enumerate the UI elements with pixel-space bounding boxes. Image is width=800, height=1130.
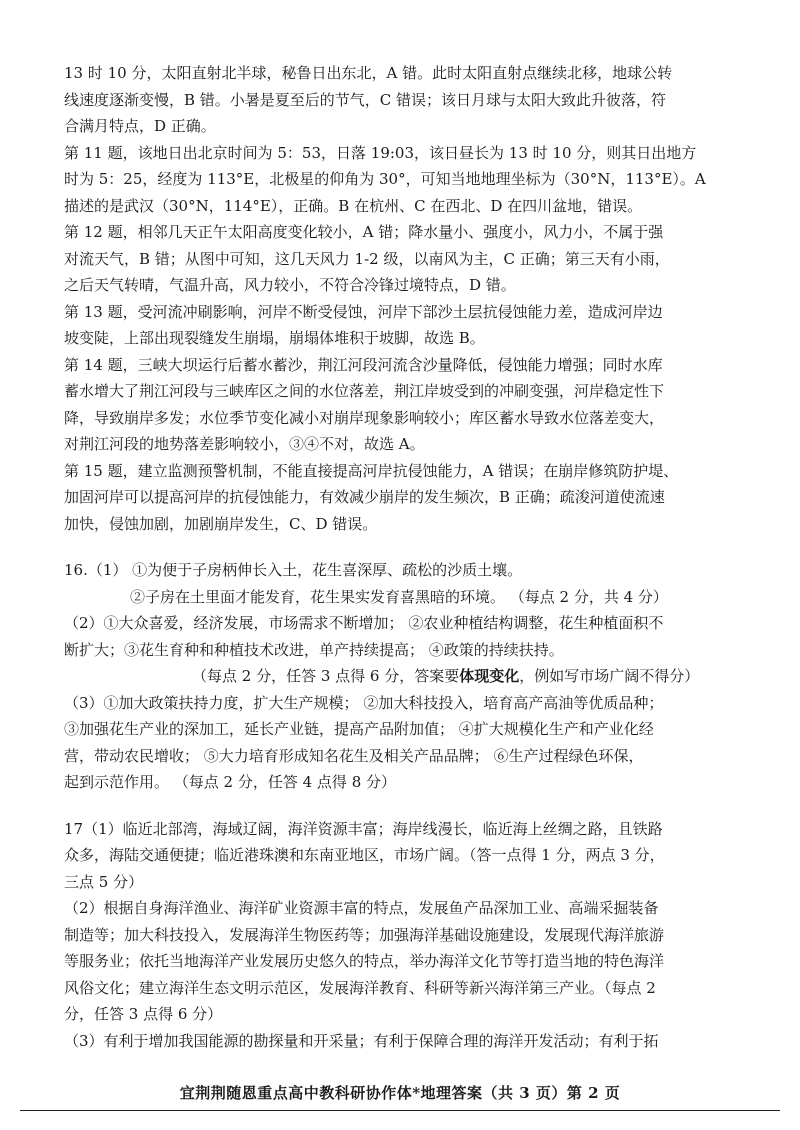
text-line: 风俗文化；建立海洋生态文明示范区，发展海洋教育、科研等新兴海洋第三产业。（每点 2 bbox=[64, 978, 656, 997]
footer-divider bbox=[20, 1110, 780, 1111]
text-line: 坡变陡，上部出现裂缝发生崩塌，崩塌体堆积于坡脚，故选 B。 bbox=[64, 329, 485, 347]
text-line: 蓄水增大了荆江河段与三峡库区之间的水位落差，荆江岸坡受到的冲刷变强，河岸稳定性下 bbox=[64, 382, 665, 400]
text-line: 第 13 题，受河流冲刷影响，河岸不断受侵蚀，河岸下部沙土层抗侵蚀能力差，造成河岸边 bbox=[64, 302, 663, 321]
text-line: ②子房在土里面才能发育，花生果实发育喜黑暗的环境。 （每点 2 分，共 4 分） bbox=[130, 587, 668, 606]
text-line: 制造等；加大科技投入，发展海洋生物医药等；加强海洋基础设施建设，发展现代海洋旅游 bbox=[64, 925, 665, 944]
question-16-answer bbox=[64, 557, 744, 796]
text-line: 第 14 题，三峡大坝运行后蓄水蓄沙，荆江河段河流含沙量降低，侵蚀能力增强；同时水库 bbox=[64, 355, 663, 374]
text-line: 等服务业；依托当地海洋产业发展历史悠久的特点，举办海洋文化节等打造当地的特色海洋 bbox=[64, 952, 665, 970]
text-line: 时为 5：25，经度为 113°E，北极星的仰角为 30°，可知当地地理坐标为（30°N，113°E）。A bbox=[64, 170, 706, 188]
text-line: 分，任答 3 点得 6 分） bbox=[64, 1005, 223, 1023]
text-line: 三点 5 分） bbox=[64, 872, 144, 891]
text-line: 线速度逐渐变慢，B 错。小暑是夏至后的节气，C 错误；该日月球与太阳大致此升彼落，符 bbox=[64, 90, 667, 109]
scoring-note-emphasis: 体现变化 bbox=[459, 667, 520, 685]
text-line: （3）有利于增加我国能源的勘探量和开采量；有利于保障合理的海洋开发活动；有利于拓 bbox=[64, 1031, 659, 1050]
text-line: 营，带动农民增收； ⑤大力培育形成知名花生及相关产品品牌； ⑥生产过程绿色环保， bbox=[64, 746, 644, 765]
text-line: 加固河岸可以提高河岸的抗侵蚀能力，有效减少崩岸的发生频次，B 正确；疏浚河道使流速 bbox=[64, 488, 665, 506]
text-line: 16.（1） ①为便于子房柄伸长入土，花生喜深厚、疏松的沙质土壤。 bbox=[64, 561, 523, 579]
text-line: （3）①加大政策扶持力度，扩大生产规模； ②加大科技投入，培育高产高油等优质品种； bbox=[64, 693, 664, 712]
text-line: ③加强花生产业的深加工，延长产业链，提高产品附加值； ④扩大规模化生产和产业化经 bbox=[64, 720, 654, 738]
text-line: 对流天气，B 错；从图中可知，这几天风力 1-2 级，以南风为主，C 正确；第三天有小雨， bbox=[64, 249, 670, 268]
text-line: 13 时 10 分，太阳直射北半球，秘鲁日出东北，A 错。此时太阳直射点继续北移，地球公转 bbox=[64, 64, 673, 82]
text-line: 对荆江河段的地势落差影响较小，③④不对，故选 A。 bbox=[64, 435, 425, 453]
scoring-note-pre: （每点 2 分，任答 3 点得 6 分，答案要 bbox=[192, 667, 460, 685]
scoring-note-post: ，例如写市场广阔不得分） bbox=[519, 667, 700, 685]
text-line: 断扩大；③花生育种和种植技术改进，单产持续提高； ④政策的持续扶持。 bbox=[64, 640, 564, 659]
text-line: 17（1）临近北部湾，海域辽阔，海洋资源丰富；海岸线漫长，临近海上丝绸之路，且铁路 bbox=[64, 819, 663, 838]
text-line: 众多，海陆交通便捷；临近港珠澳和东南亚地区，市场广阔。（答一点得 1 分，两点 3 分， bbox=[64, 846, 665, 864]
text-line: 第 12 题，相邻几天正午太阳高度变化较小，A 错；降水量小、强度小，风力小，不属于强 bbox=[64, 223, 664, 241]
text-line: 起到示范作用。 （每点 2 分，任答 4 点得 8 分） bbox=[64, 773, 397, 791]
page-footer: 宜荆荆随恩重点高中教科研协作体*地理答案（共 3 页）第 2 页 bbox=[179, 1084, 621, 1102]
text-line: （2）①大众喜爱，经济发展，市场需求不断增加； ②农业种植结构调整，花生种植面积不 bbox=[64, 614, 664, 632]
question-17-answer bbox=[64, 816, 744, 1055]
text-line: 合满月特点，D 正确。 bbox=[64, 117, 216, 135]
text-line: 之后天气转晴，气温升高，风力较小，不符合冷锋过境特点，D 错。 bbox=[64, 276, 516, 294]
text-line: 描述的是武汉（30°N，114°E），正确。B 在杭州、C 在西北、D 在四川盆地，错误。 bbox=[64, 196, 643, 215]
scoring-note bbox=[64, 663, 744, 690]
text-line: （2）根据自身海洋渔业、海洋矿业资源丰富的特点，发展鱼产品深加工业、高端采掘装备 bbox=[64, 899, 659, 917]
text-line: 第 11 题，该地日出北京时间为 5：53，日落 19:03，该日昼长为 13 时 10 分，则其日出地方 bbox=[64, 143, 697, 162]
text-line: 降，导致崩岸多发；水位季节变化减小对崩岸现象影响较小；库区蓄水导致水位落差变大， bbox=[64, 408, 665, 427]
explanation-block bbox=[64, 60, 744, 537]
text-line: 第 15 题，建立监测预警机制，不能直接提高河岸抗侵蚀能力，A 错误；在崩岸修筑防护堤、 bbox=[64, 461, 679, 480]
text-line: 加快，侵蚀加剧，加剧崩岸发生，C、D 错误。 bbox=[64, 514, 378, 533]
